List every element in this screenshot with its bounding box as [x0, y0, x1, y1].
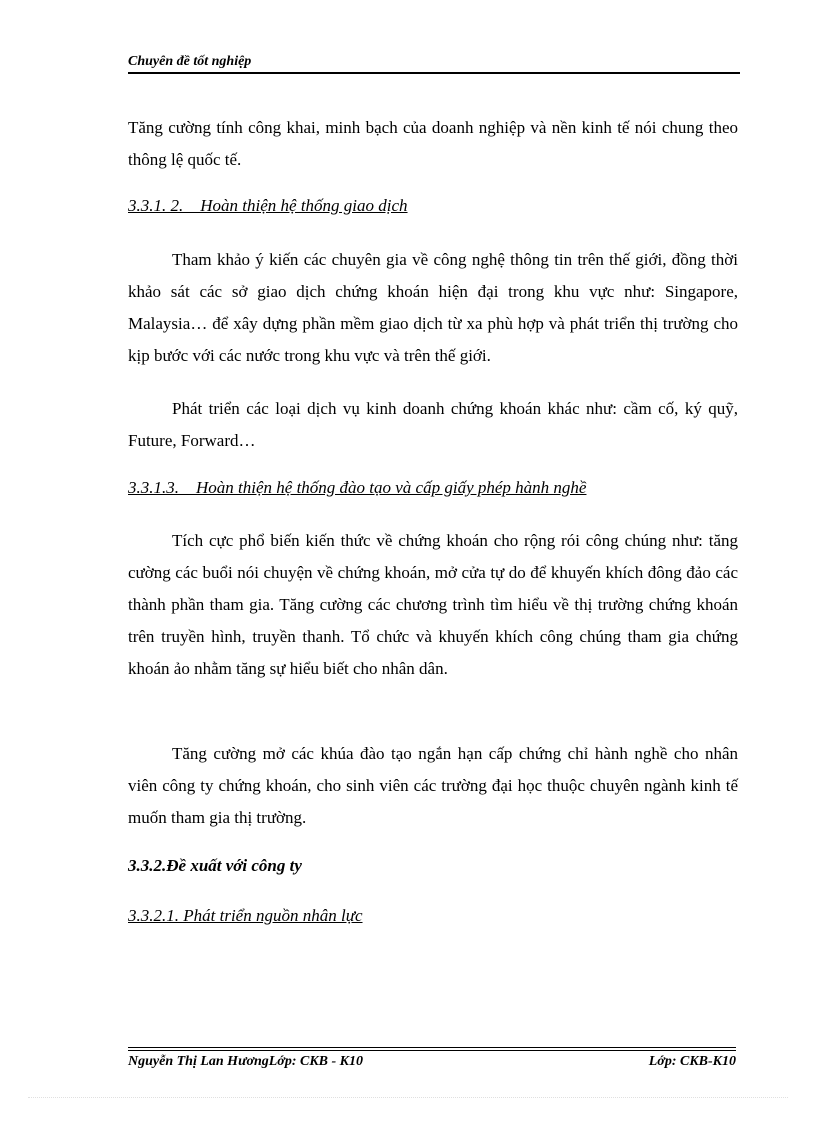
paragraph-5: Tăng cường mở các khúa đào tạo ngắn hạn cấp chứng chỉ hành nghề cho nhân viên công ty chứng khoán, cho sinh viên các trường đại học thuộc chuyên ngành kinh tế muốn tham gia thị trường.: [128, 744, 738, 827]
paragraph-2-block: [128, 244, 738, 372]
section-heading-3-3-1-2: 3.3.1. 2. Hoàn thiện hệ thống giao dịch: [128, 196, 408, 215]
paragraph-2: Tham khảo ý kiến các chuyên gia về công nghệ thông tin trên thế giới, đồng thời khảo sát các sở giao dịch chứng khoán hiện đại trong khu vực như: Singapore, Malaysia… để xây dựng phần mềm giao dịch từ xa phù hợp và phát triển thị trường cho kịp bước với các nước trong khu vực và trên thế giới.: [128, 250, 738, 365]
footer-class: Lớp: CKB-K10: [648, 1054, 736, 1069]
section-heading-3-3-2-1: 3.3.2.1. Phát triển nguồn nhân lực: [128, 906, 363, 925]
paragraph-3-block: [128, 393, 738, 457]
paragraph-1-block: [128, 112, 738, 176]
heading-1-block: [128, 196, 738, 216]
section-heading-3-3-2: 3.3.2.Đề xuất với công ty: [128, 856, 302, 875]
paragraph-5-block: [128, 738, 738, 834]
heading-2-block: [128, 478, 738, 498]
heading-3-block: [128, 856, 738, 876]
footer-rule-top: [128, 1047, 736, 1048]
section-heading-3-3-1-3: 3.3.1.3. Hoàn thiện hệ thống đào tạo và cấp giấy phép hành nghề: [128, 478, 587, 497]
heading-4-block: [128, 906, 738, 926]
paragraph-4: Tích cực phổ biến kiến thức về chứng khoán cho rộng rói công chúng như: tăng cường các buổi nói chuyện về chứng khoán, mở cửa tự do để khuyến khích đông đảo các thành phần tham gia. Tăng cường các chương trình tìm hiểu về thị trường chứng khoán trên truyền hình, truyền thanh. Tổ chức và khuyến khích công chúng tham gia chứng khoán ảo nhằm tăng sự hiểu biết cho nhân dân.: [128, 531, 738, 678]
header-rule: [128, 72, 740, 74]
page-bottom-border: [28, 1097, 788, 1098]
paragraph-4-block: [128, 525, 738, 685]
paragraph-3: Phát triển các loại dịch vụ kinh doanh chứng khoán khác như: cầm cố, ký quỹ, Future, Forward…: [128, 399, 738, 450]
paragraph-1: Tăng cường tính công khai, minh bạch của doanh nghiệp và nền kinh tế nói chung theo thông lệ quốc tế.: [128, 118, 738, 169]
footer-rule-bottom: [128, 1050, 736, 1051]
footer-author-class: Nguyễn Thị Lan HươngLớp: CKB - K10: [128, 1054, 363, 1069]
page-header-title: Chuyên đề tốt nghiệp: [128, 54, 252, 69]
